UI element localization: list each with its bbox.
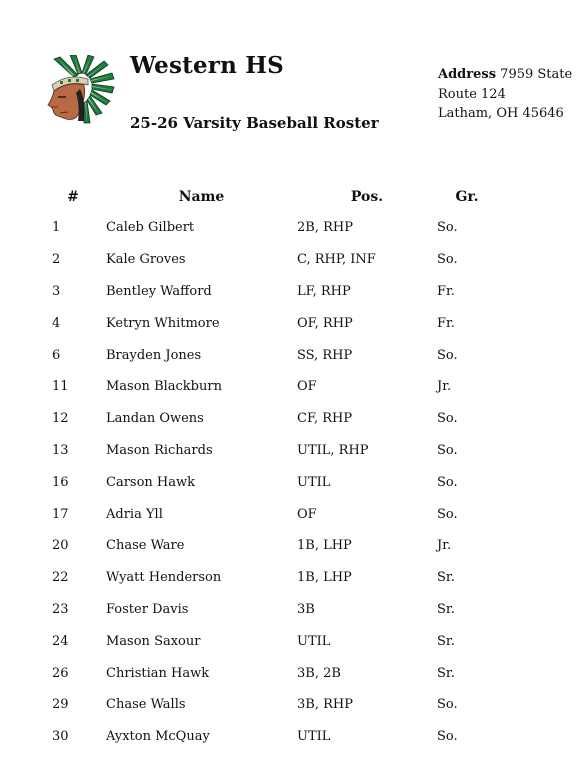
roster-subtitle: 25-26 Varsity Baseball Roster	[130, 114, 379, 132]
player-name: Carson Hawk	[106, 474, 196, 490]
player-position: OF	[297, 506, 317, 522]
table-row	[40, 307, 497, 339]
roster-header-row	[40, 182, 497, 212]
address-block	[438, 65, 586, 124]
player-number: 12	[52, 411, 69, 427]
player-number: 1	[52, 220, 61, 236]
table-row	[40, 244, 497, 276]
player-number: 22	[52, 570, 69, 586]
player-position: UTIL, RHP	[297, 442, 369, 458]
player-name: Mason Blackburn	[106, 379, 222, 395]
player-number: 13	[52, 442, 69, 458]
table-row	[40, 435, 497, 467]
player-number: 24	[52, 633, 69, 649]
player-grade: Jr.	[437, 379, 452, 395]
player-position: UTIL	[297, 474, 331, 490]
player-number: 6	[52, 347, 61, 363]
roster-body	[40, 212, 497, 753]
table-row	[40, 276, 497, 308]
player-position: 1B, LHP	[297, 538, 352, 554]
player-position: CF, RHP	[297, 411, 353, 427]
player-grade: So.	[437, 729, 458, 745]
player-position: 3B, 2B	[297, 665, 341, 681]
player-name: Wyatt Henderson	[106, 570, 222, 586]
table-row	[40, 212, 497, 244]
player-number: 20	[52, 538, 69, 554]
player-position: C, RHP, INF	[297, 252, 376, 268]
player-name: Bentley Wafford	[106, 283, 212, 299]
player-name: Ayxton McQuay	[106, 729, 210, 745]
address-line-3: Latham, OH 45646	[438, 106, 564, 121]
table-row	[40, 530, 497, 562]
table-row	[40, 562, 497, 594]
player-name: Caleb Gilbert	[106, 220, 195, 236]
player-grade: Sr.	[437, 601, 455, 617]
player-name: Mason Saxour	[106, 633, 201, 649]
player-number: 26	[52, 665, 69, 681]
player-grade: Fr.	[437, 315, 455, 331]
player-name: Mason Richards	[106, 442, 213, 458]
player-number: 30	[52, 729, 69, 745]
address-line-1: 7959 State	[500, 67, 573, 82]
roster-table	[40, 182, 497, 753]
table-row	[40, 721, 497, 753]
player-grade: So.	[437, 474, 458, 490]
player-grade: Sr.	[437, 633, 455, 649]
player-name: Foster Davis	[106, 601, 189, 617]
table-row	[40, 689, 497, 721]
player-grade: So.	[437, 411, 458, 427]
table-row	[40, 371, 497, 403]
player-grade: Sr.	[437, 665, 455, 681]
player-position: 3B, RHP	[297, 697, 353, 713]
player-position: UTIL	[297, 729, 331, 745]
player-grade: So.	[437, 252, 458, 268]
player-name: Adria Yll	[106, 506, 163, 522]
player-number: 23	[52, 601, 69, 617]
table-row	[40, 625, 497, 657]
player-number: 16	[52, 474, 69, 490]
table-row	[40, 339, 497, 371]
player-grade: So.	[437, 506, 458, 522]
player-position: OF	[297, 379, 317, 395]
table-row	[40, 657, 497, 689]
player-position: LF, RHP	[297, 283, 351, 299]
player-number: 17	[52, 506, 69, 522]
player-number: 29	[52, 697, 69, 713]
player-name: Landan Owens	[106, 411, 204, 427]
header-grade: Gr.	[455, 189, 479, 205]
table-row	[40, 403, 497, 435]
chief-headdress-logo	[44, 55, 120, 129]
address-label: Address	[438, 67, 497, 82]
player-name: Christian Hawk	[106, 665, 210, 681]
header-position: Pos.	[350, 189, 384, 205]
player-grade: Fr.	[437, 283, 455, 299]
player-position: 3B	[297, 601, 315, 617]
table-row	[40, 498, 497, 530]
table-row	[40, 466, 497, 498]
player-position: 1B, LHP	[297, 570, 352, 586]
player-name: Chase Ware	[106, 538, 185, 554]
table-row	[40, 594, 497, 626]
player-number: 4	[52, 315, 61, 331]
header-name: Name	[178, 189, 225, 205]
player-number: 11	[52, 379, 69, 395]
player-name: Kale Groves	[106, 252, 186, 268]
header-number: #	[67, 189, 79, 205]
player-name: Ketryn Whitmore	[106, 315, 220, 331]
player-grade: So.	[437, 442, 458, 458]
player-grade: Jr.	[437, 538, 452, 554]
player-grade: So.	[437, 697, 458, 713]
player-position: UTIL	[297, 633, 331, 649]
player-grade: So.	[437, 347, 458, 363]
player-grade: Sr.	[437, 570, 455, 586]
player-number: 2	[52, 252, 61, 268]
player-name: Brayden Jones	[106, 347, 202, 363]
address-line-2: Route 124	[438, 86, 506, 102]
player-grade: So.	[437, 220, 458, 236]
player-name: Chase Walls	[106, 697, 186, 713]
player-position: 2B, RHP	[297, 220, 353, 236]
player-position: SS, RHP	[297, 347, 353, 363]
player-position: OF, RHP	[297, 315, 353, 331]
player-number: 3	[52, 283, 61, 299]
school-title: Western HS	[130, 52, 284, 79]
